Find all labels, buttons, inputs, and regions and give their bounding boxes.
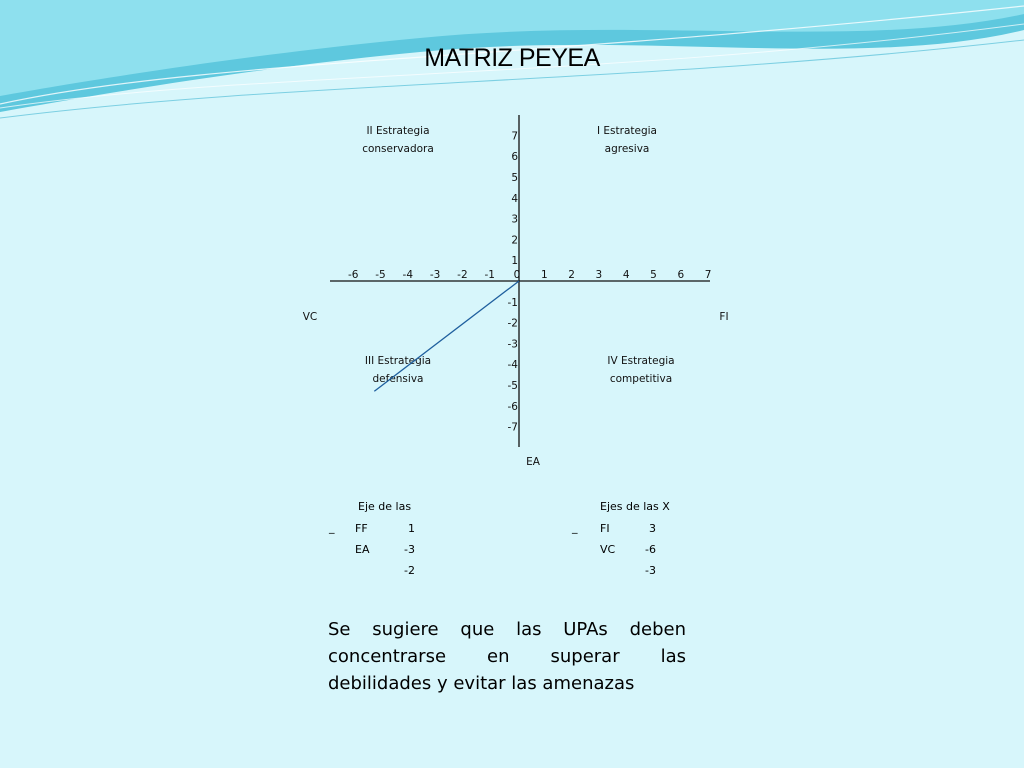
chart-axes: [330, 115, 710, 447]
x-tick-label: 1: [540, 269, 548, 281]
y-axis-header: Eje de las: [358, 500, 412, 513]
x-row-label: VC: [600, 543, 616, 556]
x-tick-label: 7: [704, 269, 712, 281]
y-tick-label: -7: [507, 421, 518, 434]
x-tick-label: -4: [402, 269, 414, 281]
y-tick-label: -1: [507, 296, 518, 309]
x-row-value: -3: [645, 564, 656, 577]
y-row-value: -2: [404, 564, 415, 577]
y-tick-label: -4: [507, 359, 518, 372]
slide-title: MATRIZ PEYEA: [424, 44, 600, 72]
y-axis-marker: _: [329, 521, 335, 534]
x-tick-label: -6: [347, 269, 359, 281]
quadrant-label: I Estrategia: [596, 125, 658, 137]
x-tick-label: 0: [513, 269, 521, 281]
quadrant-label: III Estrategia: [364, 355, 432, 367]
x-tick-label: -1: [484, 269, 495, 281]
x-row-value: -6: [645, 543, 656, 556]
quadrant-label: IV Estrategia: [607, 355, 675, 367]
y-tick-label: -5: [507, 380, 518, 392]
x-axis-header: Ejes de las X: [600, 500, 670, 513]
quadrant-label: agresiva: [604, 143, 650, 155]
conclusion-text: Se sugiere que las UPAs deben concentrarse en superar las debilidades y evitar las amenazas: [328, 619, 686, 694]
y-row-value: -3: [404, 543, 415, 556]
x-axis-marker: _: [572, 521, 578, 534]
x-tick-label: 4: [622, 269, 630, 281]
y-row-label: FF: [355, 522, 368, 535]
direction-vector: [374, 281, 519, 391]
quadrant-label: defensiva: [372, 373, 424, 385]
y-tick-label: -6: [507, 400, 518, 413]
y-tick-label: 6: [511, 151, 518, 164]
y-row-label: EA: [355, 543, 370, 556]
y-tick-label: -3: [507, 338, 518, 351]
x-tick-label: 3: [595, 269, 603, 281]
quadrant-label: II Estrategia: [366, 125, 430, 137]
x-tick-labels: [348, 269, 711, 281]
quadrant-label: competitiva: [609, 373, 673, 385]
x-row-label: FI: [600, 522, 610, 535]
vector-line: [374, 281, 519, 391]
x-tick-label: 2: [568, 269, 575, 281]
x-tick-label: 5: [650, 269, 657, 281]
y-tick-label: -2: [507, 317, 518, 330]
y-tick-label: 1: [511, 255, 518, 268]
axis-label-left: VC: [302, 311, 318, 323]
x-tick-label: -3: [429, 269, 441, 281]
y-tick-label: 7: [511, 130, 518, 143]
axis-label-bottom: EA: [526, 456, 540, 468]
x-row-value: 3: [649, 522, 656, 535]
quadrant-label: conservadora: [362, 143, 434, 155]
axis-label-right: FI: [719, 311, 729, 323]
x-tick-label: -5: [375, 269, 386, 281]
y-row-value: 1: [408, 522, 415, 535]
x-tick-label: 6: [677, 269, 685, 281]
y-tick-label: 5: [511, 172, 518, 184]
y-tick-label: 3: [511, 213, 518, 226]
x-tick-label: -2: [457, 269, 468, 281]
y-tick-label: 4: [511, 192, 518, 205]
y-tick-label: 2: [511, 234, 518, 247]
